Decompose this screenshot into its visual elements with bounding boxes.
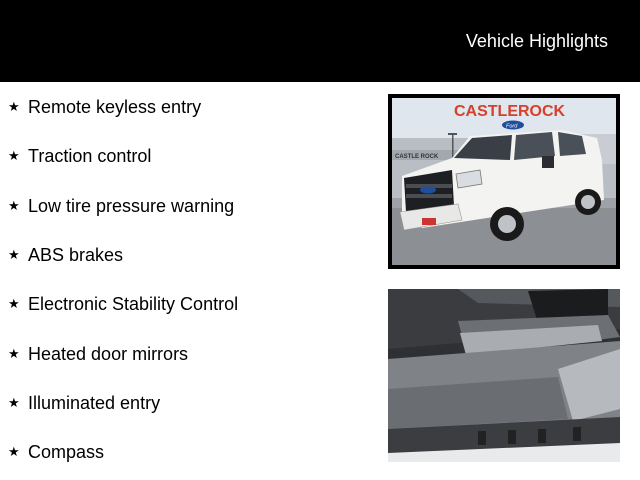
star-icon: ★ <box>8 296 20 311</box>
feature-item <box>8 96 201 118</box>
feature-item <box>8 392 160 414</box>
feature-label: Compass <box>28 442 105 462</box>
feature-label: ABS brakes <box>28 245 124 265</box>
feature-item <box>8 145 151 167</box>
grille-badge-icon <box>420 187 436 194</box>
page-title: Vehicle Highlights <box>465 31 608 51</box>
star-icon: ★ <box>8 247 20 262</box>
door-interior-image <box>388 289 620 462</box>
building-sign: CASTLE ROCK <box>395 154 439 160</box>
feature-item <box>8 343 188 365</box>
star-icon: ★ <box>8 99 20 114</box>
door-interior-photo <box>388 289 620 462</box>
feature-label: Low tire pressure warning <box>28 196 235 216</box>
star-icon: ★ <box>8 148 20 163</box>
feature-label: Remote keyless entry <box>28 97 202 117</box>
feature-item <box>8 441 104 463</box>
star-icon: ★ <box>8 444 20 459</box>
ford-badge-text: Ford <box>506 123 518 130</box>
license-plate <box>422 218 436 225</box>
feature-label: Heated door mirrors <box>28 344 189 364</box>
feature-item <box>8 293 238 315</box>
truck-exterior-photo <box>388 94 620 269</box>
feature-item <box>8 244 123 266</box>
feature-item <box>8 195 234 217</box>
star-icon: ★ <box>8 198 20 213</box>
feature-label: Traction control <box>28 146 152 166</box>
dealer-logo: CASTLEROCK <box>454 103 566 120</box>
star-icon: ★ <box>8 395 20 410</box>
truck-exterior-image <box>392 98 616 265</box>
header-bar <box>0 0 640 82</box>
feature-label: Illuminated entry <box>28 393 161 413</box>
feature-label: Electronic Stability Control <box>28 294 239 314</box>
star-icon: ★ <box>8 346 20 361</box>
